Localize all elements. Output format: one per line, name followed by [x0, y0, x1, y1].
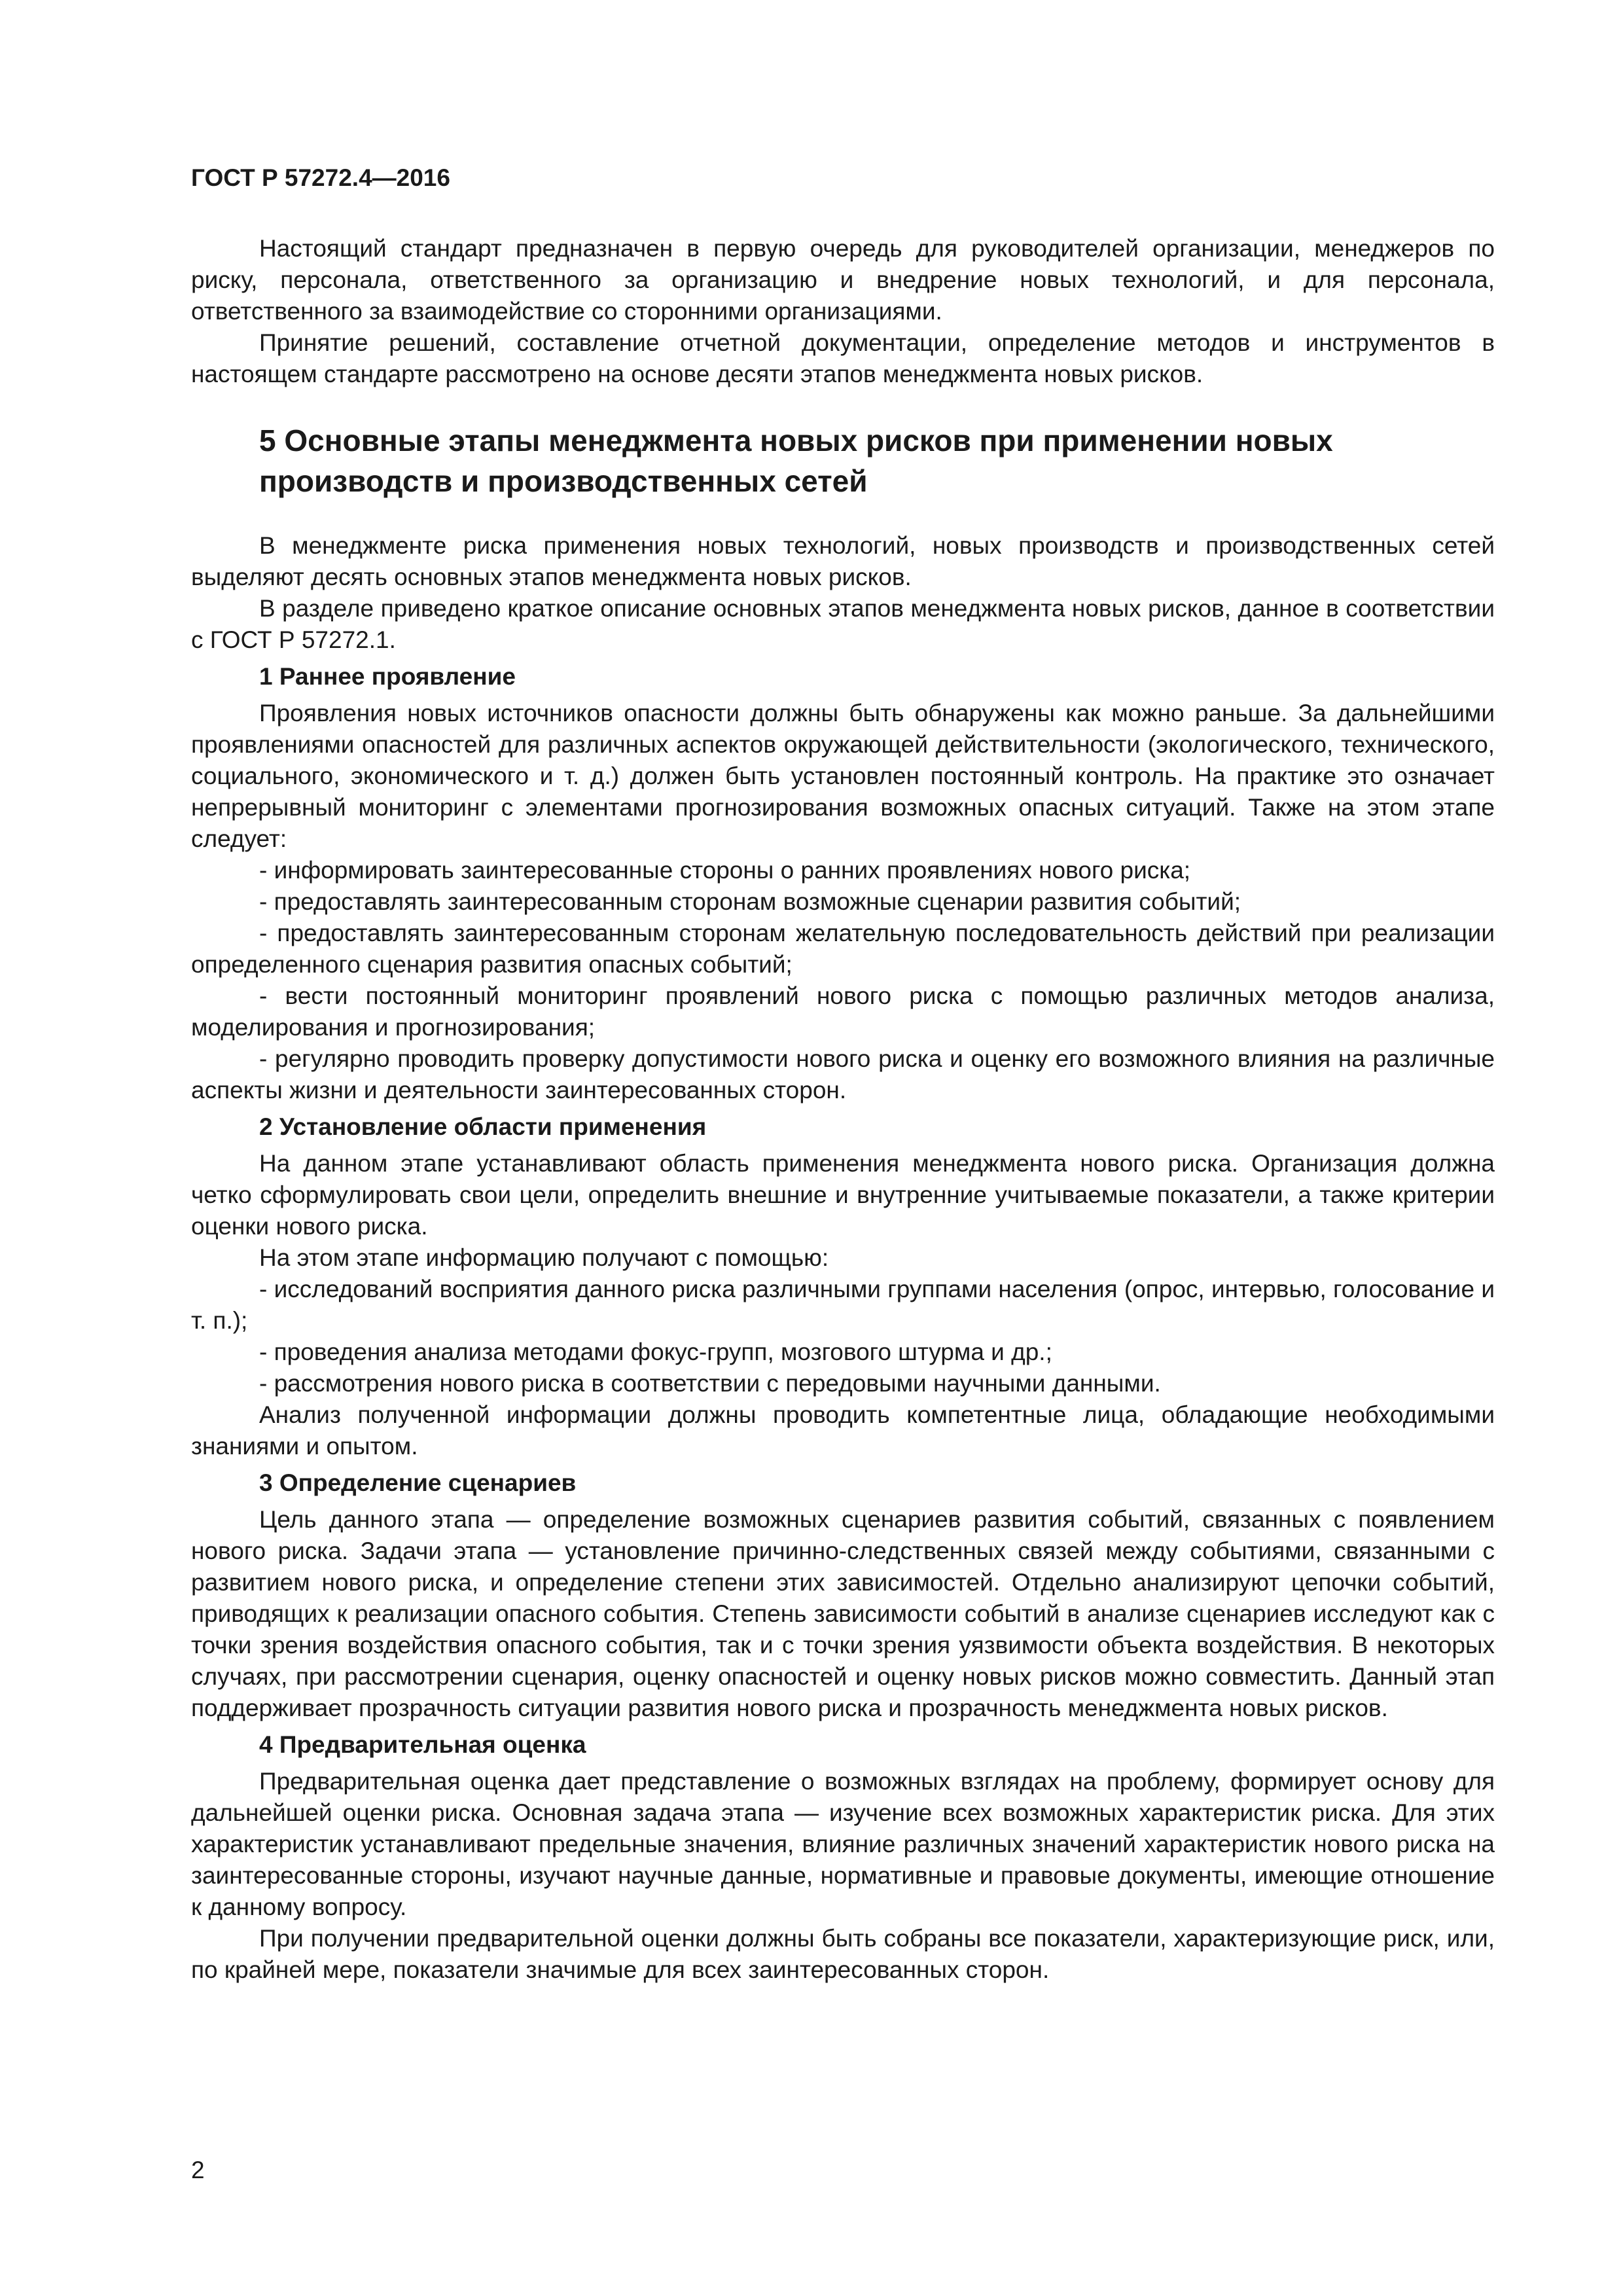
stage-1-bullet: - предоставлять заинтересованным сторонам возможные сценарии развития событий;	[259, 888, 1241, 915]
section-paragraph: В менеджменте риска применения новых технологий, новых производств и производственных сетей выделяют десять основных этапов менеджмента новых рисков.	[191, 532, 1495, 590]
stage-2-bullet: - исследований восприятия данного риска различными группами населения (опрос, интервью, голосование и т. п.);	[191, 1276, 1495, 1334]
document-code-header: ГОСТ Р 57272.4—2016	[191, 164, 450, 191]
stage-1-paragraph: Проявления новых источников опасности должны быть обнаружены как можно раньше. За дальнейшими проявлениями опасностей для различных аспектов окружающей действительности (экологического, технического, социального, экономического и т. д.) должен быть установлен постоянный контроль. На практике это означает непрерывный мониторинг с элементами прогнозирования возможных опасных ситуаций. Также на этом этапе следует:	[191, 700, 1495, 852]
stage-4-title: 4 Предварительная оценка	[259, 1731, 586, 1758]
stage-1-bullet: - вести постоянный мониторинг проявлений нового риска с помощью различных методов анализа, моделирования и прогнозирования;	[191, 982, 1495, 1041]
stage-1-bullet: - регулярно проводить проверку допустимости нового риска и оценку его возможного влияния на различные аспекты жизни и деятельности заинтересованных сторон.	[191, 1045, 1495, 1103]
section-title: 5 Основные этапы менеджмента новых рисков при применении новых производств и производственных сетей	[259, 423, 1333, 498]
stage-1-title: 1 Раннее проявление	[259, 663, 516, 690]
stage-2-paragraph: На этом этапе информацию получают с помощью:	[259, 1244, 829, 1271]
section-5-body	[191, 530, 1495, 1986]
stage-2-bullet: - рассмотрения нового риска в соответствии с передовыми научными данными.	[259, 1370, 1161, 1397]
intro-paragraph: Принятие решений, составление отчетной документации, определение методов и инструментов в настоящем стандарте рассмотрено на основе десяти этапов менеджмента новых рисков.	[191, 329, 1495, 387]
stage-1-bullet: - информировать заинтересованные стороны о ранних проявлениях нового риска;	[259, 857, 1191, 884]
stage-2-title: 2 Установление области применения	[259, 1113, 707, 1140]
section-paragraph: В разделе приведено краткое описание основных этапов менеджмента новых рисков, данное в соответствии с ГОСТ Р 57272.1.	[191, 595, 1495, 653]
intro-block	[191, 233, 1495, 390]
section-5-heading-block	[191, 420, 1495, 501]
stage-2-bullet: - проведения анализа методами фокус-групп, мозгового штурма и др.;	[259, 1338, 1052, 1365]
stage-3-paragraph: Цель данного этапа — определение возможных сценариев развития событий, связанных с появлением нового риска. Задачи этапа — установление причинно-следственных связей между событиями, связанными с развитием нового риска, и определение степени этих зависимостей. Отдельно анализируют цепочки событий, приводящих к реализации опасного события. Степень зависимости событий в анализе сценариев исследуют как с точки зрения воздействия опасного события, так и с точки зрения уязвимости объекта воздействия. В некоторых случаях, при рассмотрении сценария, оценку опасностей и оценку новых рисков можно совместить. Данный этап поддерживает прозрачность ситуации развития нового риска и прозрачность менеджмента новых рисков.	[191, 1506, 1495, 1721]
stage-3-title: 3 Определение сценариев	[259, 1469, 577, 1496]
stage-4-paragraph: При получении предварительной оценки должны быть собраны все показатели, характеризующие риск, или, по крайней мере, показатели значимые для всех заинтересованных сторон.	[191, 1925, 1495, 1983]
stage-2-paragraph: Анализ полученной информации должны проводить компетентные лица, обладающие необходимыми знаниями и опытом.	[191, 1401, 1495, 1460]
stage-1-bullet: - предоставлять заинтересованным сторонам желательную последовательность действий при реализации определенного сценария развития опасных событий;	[191, 920, 1495, 978]
stage-4-paragraph: Предварительная оценка дает представление о возможных взглядах на проблему, формирует основу для дальнейшей оценки риска. Основная задача этапа — изучение всех возможных характеристик риска. Для этих характеристик устанавливают предельные значения, влияние различных значений характеристик нового риска на заинтересованные стороны, изучают научные данные, нормативные и правовые документы, имеющие отношение к данному вопросу.	[191, 1768, 1495, 1920]
page-number: 2	[191, 2157, 205, 2183]
stage-2-paragraph: На данном этапе устанавливают область применения менеджмента нового риска. Организация должна четко сформулировать свои цели, определить внешние и внутренние учитываемые показатели, а также критерии оценки нового риска.	[191, 1150, 1495, 1240]
intro-paragraph: Настоящий стандарт предназначен в первую очередь для руководителей организации, менеджеров по риску, персонала, ответственного за организацию и внедрение новых технологий, и для персонала, ответственного за взаимодействие со сторонними организациями.	[191, 235, 1495, 325]
